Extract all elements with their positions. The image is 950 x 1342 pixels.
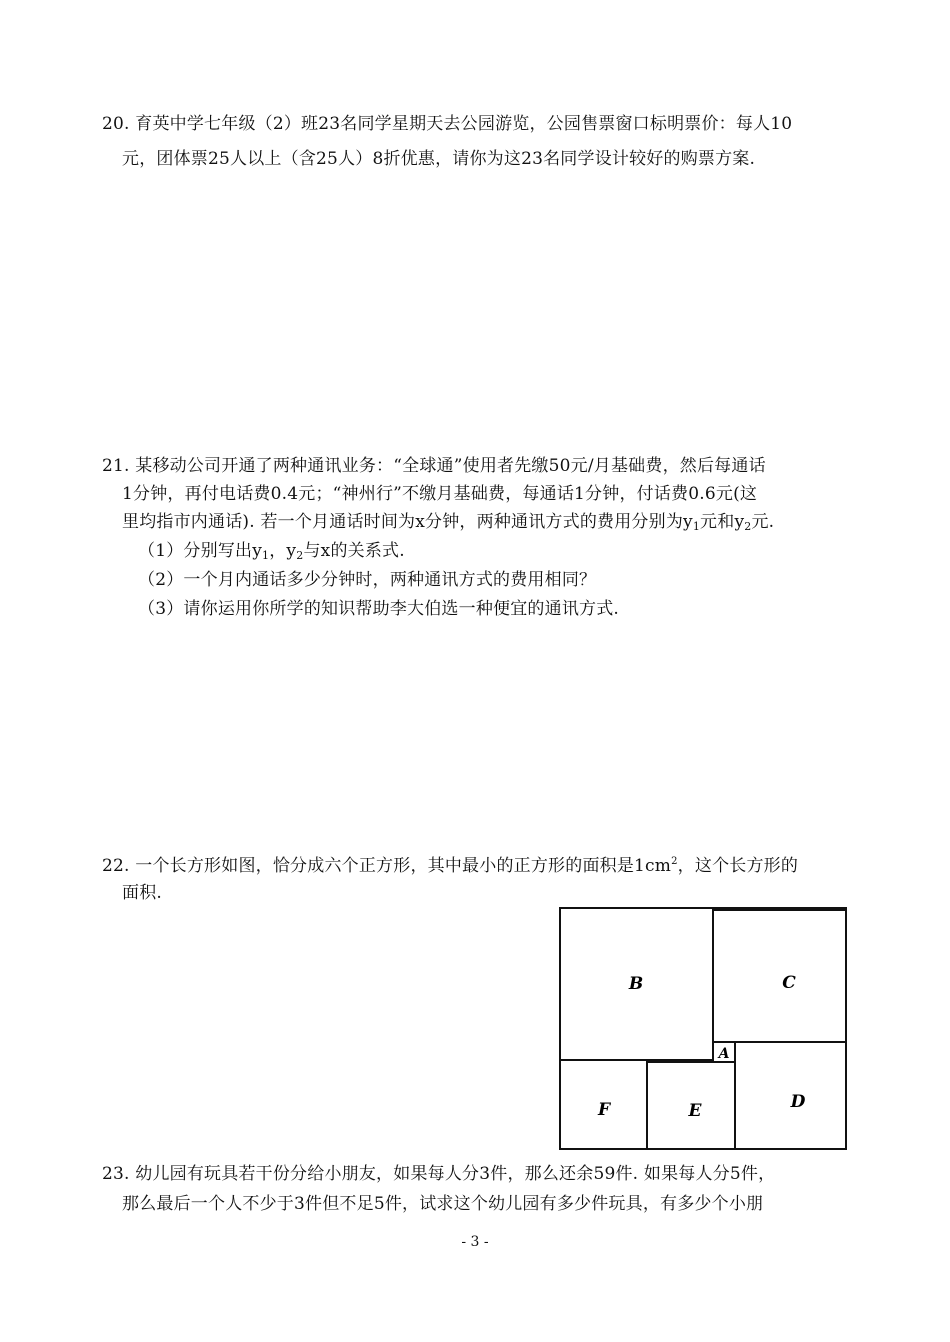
- cm-squared-superscript: 2: [671, 856, 678, 867]
- label-f: F: [597, 1100, 611, 1120]
- q22-line-1-text-a: 22. 一个长方形如图，恰分成六个正方形，其中最小的正方形的面积是1cm: [102, 856, 672, 876]
- square-c: [713, 910, 846, 1042]
- part1-y2-subscript: 2: [296, 549, 304, 562]
- q21-line-2: 1分钟，再付电话费0.4元；“神州行”不缴月基础费，每通话1分钟，付话费0.6元(这: [122, 484, 758, 504]
- q21-part-3: （3）请你运用你所学的知识帮助李大伯选一种便宜的通讯方式.: [138, 599, 620, 619]
- label-c: C: [782, 973, 796, 993]
- q20-line-2: 元，团体票25人以上（含25人）8折优惠，请你为这23名同学设计较好的购票方案.: [122, 149, 756, 169]
- q21-part-1: [138, 539, 405, 568]
- y1-subscript: 1: [692, 520, 701, 533]
- label-b: B: [628, 974, 644, 994]
- q23-line-1: 23. 幼儿园有玩具若干份分给小朋友，如果每人分3件，那么还余59件. 如果每人分5件，: [102, 1164, 776, 1184]
- q21-part-1-text-a: （1）分别写出y: [138, 541, 263, 561]
- part1-y1-subscript: 1: [262, 549, 270, 562]
- rectangle-squares-figure: [558, 906, 848, 1152]
- label-e: E: [688, 1101, 702, 1121]
- q21-line-1: 21. 某移动公司开通了两种通讯业务：“全球通”使用者先缴50元/月基础费，然后每通话: [102, 456, 766, 476]
- q21-line-3-text-c: 元.: [751, 512, 775, 532]
- q21-part-2: （2）一个月内通话多少分钟时，两种通讯方式的费用相同？: [138, 570, 597, 590]
- q21-line-3: [122, 510, 774, 539]
- page-number: - 3 -: [461, 1234, 489, 1250]
- q21-line-3-text-a: 里均指市内通话). 若一个月通话时间为x分钟，两种通讯方式的费用分别为y: [122, 512, 693, 532]
- q21-line-3-text-b: 元和y: [700, 512, 745, 532]
- q23-line-2: 那么最后一个人不少于3件但不足5件，试求这个幼儿园有多少件玩具，有多少个小朋: [122, 1194, 764, 1214]
- y2-subscript: 2: [744, 520, 752, 533]
- q21-part-1-text-c: 与x的关系式.: [303, 541, 405, 561]
- q22-line-1-text-b: ，这个长方形的: [677, 856, 799, 876]
- q22-line-1: [102, 850, 798, 878]
- q22-line-2: 面积.: [122, 883, 163, 903]
- label-d: D: [790, 1092, 806, 1112]
- q20-line-1: 20. 育英中学七年级（2）班23名同学星期天去公园游览，公园售票窗口标明票价：每人10: [102, 114, 793, 134]
- label-a: A: [718, 1046, 730, 1062]
- q21-part-1-text-b: ，y: [269, 541, 297, 561]
